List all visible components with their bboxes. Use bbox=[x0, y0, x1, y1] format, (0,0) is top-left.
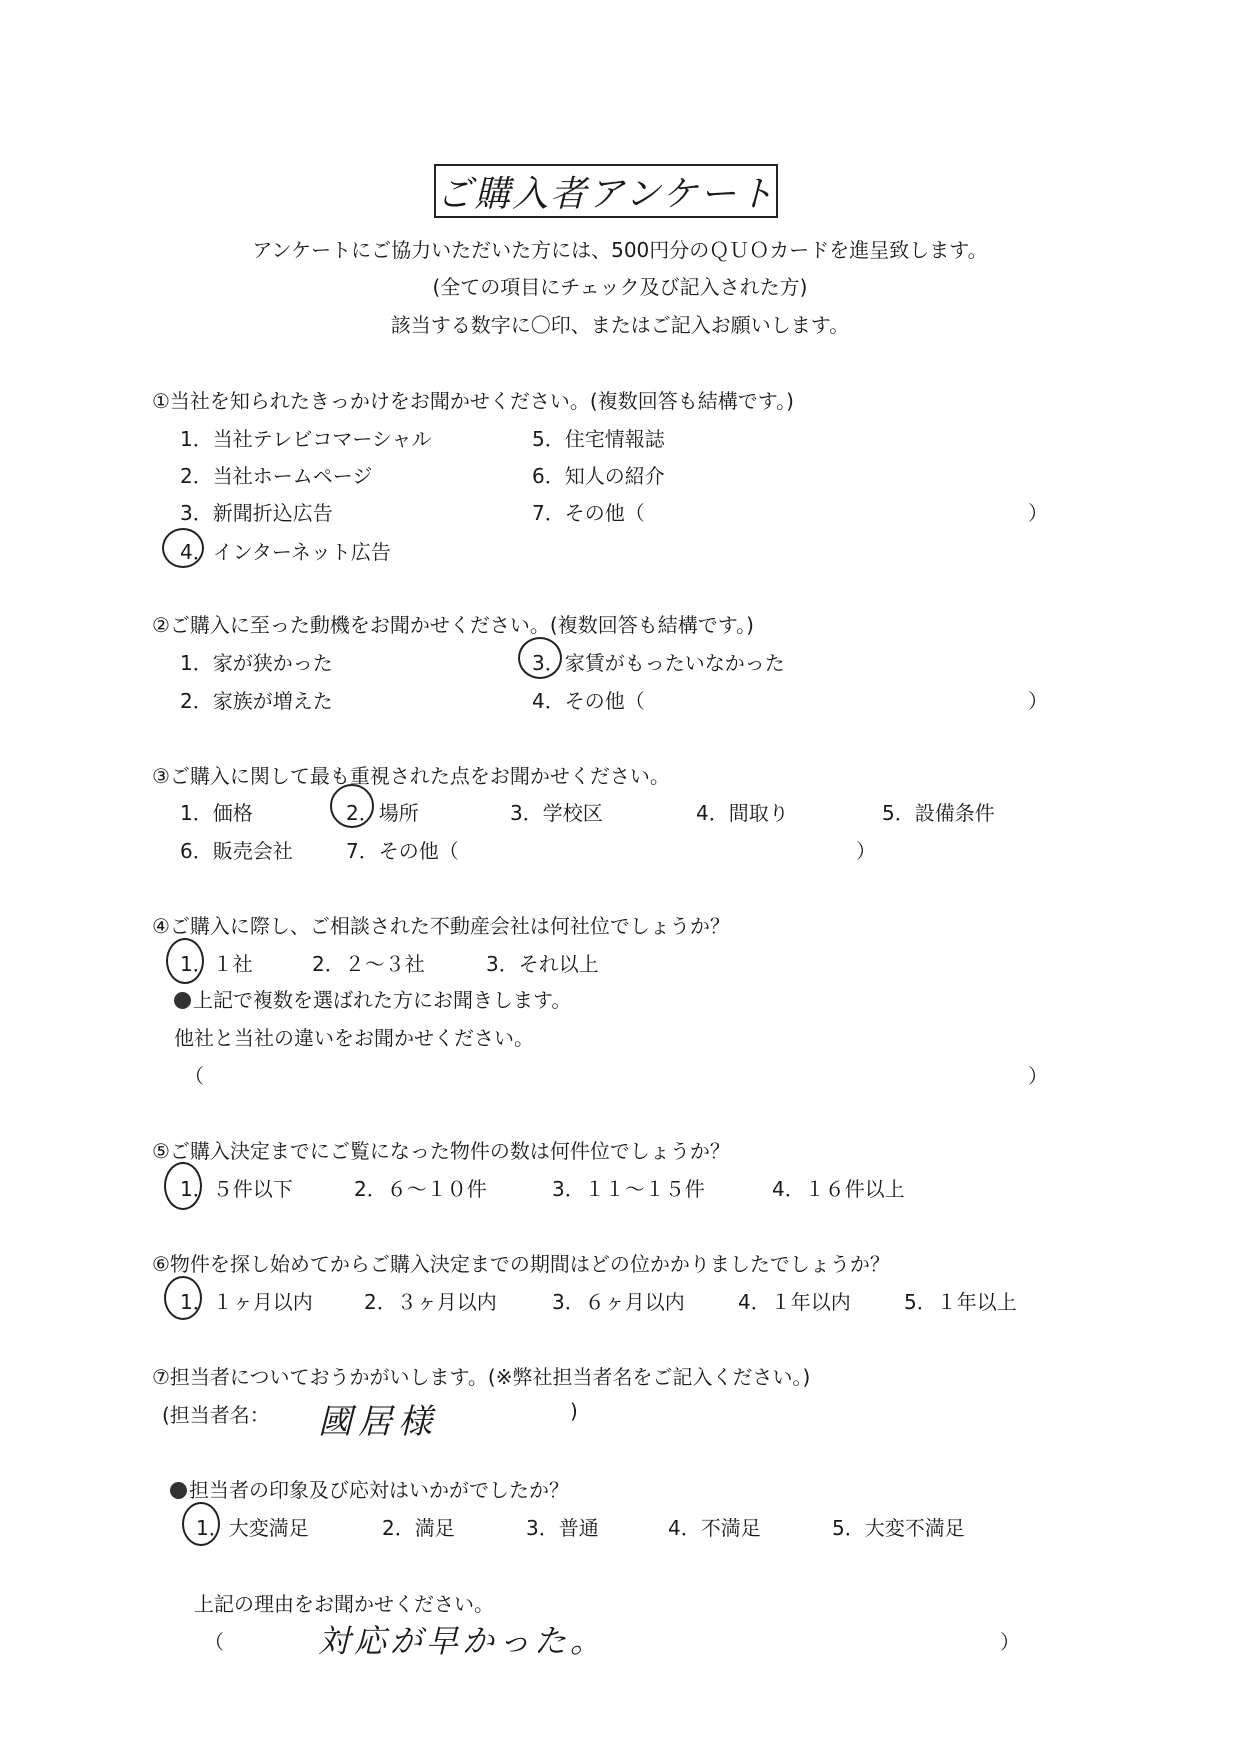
q1-option-3[interactable]: 3．新聞折込広告 bbox=[180, 501, 333, 525]
q7-reason-open: （ bbox=[204, 1630, 224, 1654]
q3-option-1[interactable]: 1．価格 bbox=[180, 801, 253, 825]
q7-option-1[interactable]: 1．大変満足 bbox=[196, 1516, 309, 1540]
q4-question: ④ご購入に際し、ご相談された不動産会社は何社位でしょうか？ bbox=[152, 914, 730, 938]
q7-question: ⑦担当者についておうかがいします。(※弊社担当者名をご記入ください。) bbox=[152, 1365, 811, 1389]
q6-option-2[interactable]: 2．３ヶ月以内 bbox=[364, 1290, 497, 1314]
q3-option-3[interactable]: 3．学校区 bbox=[510, 801, 603, 825]
q7-option-3[interactable]: 3．普通 bbox=[526, 1516, 599, 1540]
q2-option-4[interactable]: 4．その他（ bbox=[532, 689, 645, 713]
q7-option-2[interactable]: 2．満足 bbox=[382, 1516, 455, 1540]
q3-option-6[interactable]: 6．販売会社 bbox=[180, 839, 293, 863]
q2-option-1[interactable]: 1．家が狭かった bbox=[180, 651, 333, 675]
q7-name-handwritten[interactable]: 國居様 bbox=[318, 1402, 438, 1442]
q5-option-4[interactable]: 4．１６件以上 bbox=[772, 1177, 905, 1201]
q1-option-5[interactable]: 5．住宅情報誌 bbox=[532, 427, 665, 451]
q3-other-close: ） bbox=[856, 839, 876, 863]
survey-title: ご購入者アンケート bbox=[434, 164, 778, 218]
q3-option-7[interactable]: 7．その他（ bbox=[346, 839, 459, 863]
intro-line-3: 該当する数字に〇印、またはご記入お願いします。 bbox=[390, 313, 850, 337]
q3-option-2[interactable]: 2．場所 bbox=[346, 801, 419, 825]
q3-option-5[interactable]: 5．設備条件 bbox=[882, 801, 995, 825]
q1-answer-circle bbox=[162, 528, 204, 568]
q3-option-4[interactable]: 4．間取り bbox=[696, 801, 789, 825]
q2-option-2[interactable]: 2．家族が増えた bbox=[180, 689, 333, 713]
q5-option-1[interactable]: 1．５件以下 bbox=[180, 1177, 293, 1201]
q7-impression-question: 担当者の印象及び応対はいかがでしたか？ bbox=[170, 1474, 569, 1503]
q1-option-6[interactable]: 6．知人の紹介 bbox=[532, 464, 665, 488]
q7-name-label: (担当者名： bbox=[162, 1403, 270, 1427]
q4-option-3[interactable]: 3．それ以上 bbox=[486, 952, 599, 976]
q5-answer-circle bbox=[164, 1162, 202, 1210]
q6-option-4[interactable]: 4．１年以内 bbox=[738, 1290, 851, 1314]
q4-answer-open: （ bbox=[184, 1064, 204, 1088]
q6-question: ⑥物件を探し始めてからご購入決定までの期間はどの位かかりましたでしょうか？ bbox=[152, 1252, 890, 1276]
q4-answer-circle bbox=[166, 938, 204, 984]
q2-answer-circle bbox=[518, 637, 562, 679]
q3-answer-circle bbox=[330, 784, 374, 828]
bullet-icon bbox=[170, 1482, 187, 1499]
intro-line-2: (全ての項目にチェック及び記入された方) bbox=[432, 275, 808, 299]
q4-option-2[interactable]: 2．２～３社 bbox=[312, 952, 425, 976]
q2-question: ②ご購入に至った動機をお聞かせください。(複数回答も結構です。) bbox=[152, 613, 754, 637]
q4-option-1[interactable]: 1．１社 bbox=[180, 952, 253, 976]
q1-other-close: ） bbox=[1028, 501, 1048, 525]
q7-option-5[interactable]: 5．大変不満足 bbox=[832, 1516, 965, 1540]
q1-option-7[interactable]: 7．その他（ bbox=[532, 501, 645, 525]
q7-reason-handwritten[interactable]: 対応が早かった。 bbox=[318, 1622, 607, 1660]
q1-option-4[interactable]: 4．インターネット広告 bbox=[180, 540, 391, 564]
q6-option-3[interactable]: 3．６ヶ月以内 bbox=[552, 1290, 685, 1314]
bullet-icon bbox=[174, 992, 191, 1009]
q1-question: ①当社を知られたきっかけをお聞かせください。(複数回答も結構です。) bbox=[152, 389, 794, 413]
q4-answer-close: ） bbox=[1028, 1064, 1048, 1088]
q6-option-1[interactable]: 1．１ヶ月以内 bbox=[180, 1290, 313, 1314]
q7-option-4[interactable]: 4．不満足 bbox=[668, 1516, 761, 1540]
intro-line-1: アンケートにご協力いただいた方には、500円分のＱＵＯカードを進呈致します。 bbox=[252, 238, 988, 262]
q6-option-5[interactable]: 5．１年以上 bbox=[904, 1290, 1017, 1314]
q5-option-2[interactable]: 2．６～１０件 bbox=[354, 1177, 487, 1201]
q4-sub-question-2: 他社と当社の違いをお聞かせください。 bbox=[174, 1026, 534, 1050]
q2-option-3[interactable]: 3．家賃がもったいなかった bbox=[532, 651, 785, 675]
q4-sub-question-1: 上記で複数を選ばれた方にお聞きします。 bbox=[174, 984, 571, 1013]
q6-answer-circle bbox=[164, 1276, 202, 1320]
q7-answer-circle bbox=[182, 1502, 220, 1546]
q1-option-2[interactable]: 2．当社ホームページ bbox=[180, 464, 373, 488]
q7-reason-question: 上記の理由をお聞かせください。 bbox=[194, 1592, 494, 1616]
q1-option-1[interactable]: 1．当社テレビコマーシャル bbox=[180, 427, 432, 451]
q7-name-close: ) bbox=[570, 1399, 578, 1423]
q5-option-3[interactable]: 3．１１～１５件 bbox=[552, 1177, 705, 1201]
q7-reason-close: ） bbox=[1000, 1630, 1020, 1654]
q5-question: ⑤ご購入決定までにご覧になった物件の数は何件位でしょうか？ bbox=[152, 1139, 730, 1163]
q3-question: ③ご購入に関して最も重視された点をお聞かせください。 bbox=[152, 764, 670, 788]
q2-other-close: ） bbox=[1028, 689, 1048, 713]
